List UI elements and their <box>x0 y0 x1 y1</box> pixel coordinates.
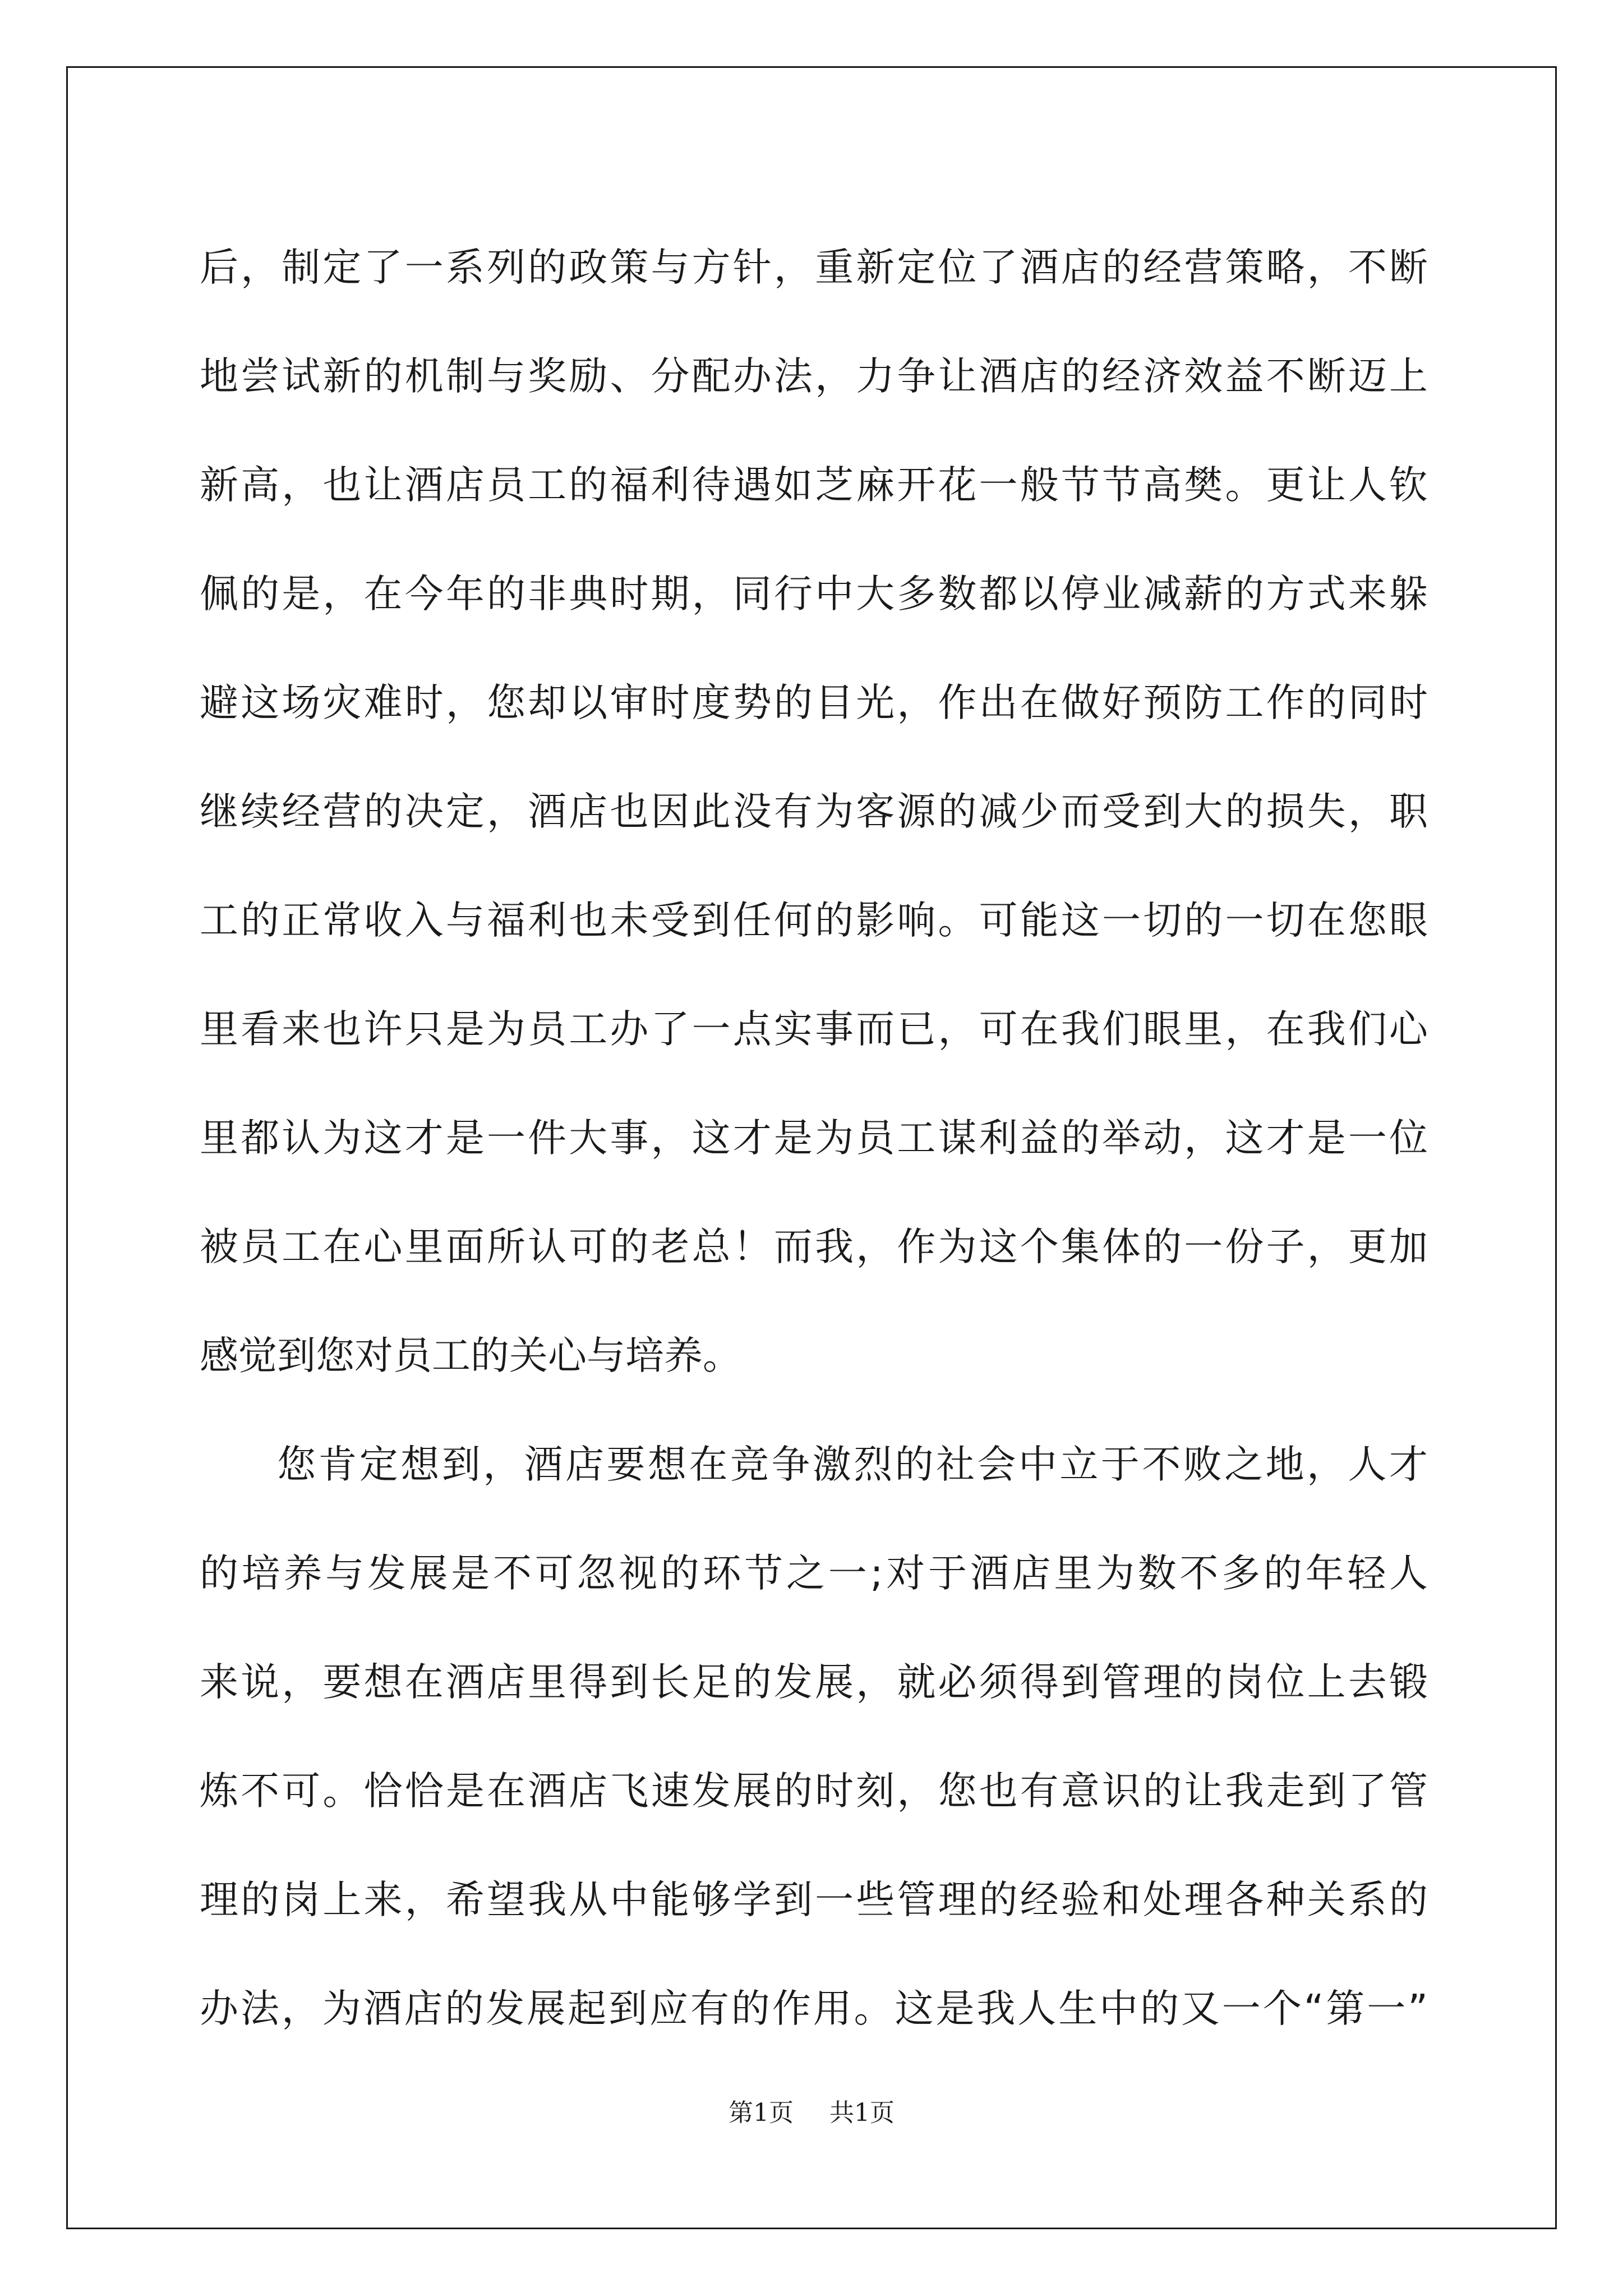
text-line: 您肯定想到，酒店要想在竞争激烈的社会中立于不败之地，人才 <box>277 1442 1428 1487</box>
text-line: 新高，也让酒店员工的福利待遇如芝麻开花一般节节高樊。更让人钦 <box>200 463 1428 508</box>
text-line: 来说，要想在酒店里得到长足的发展，就必须得到管理的岗位上去锻 <box>200 1660 1428 1705</box>
page-total: 共1页 <box>829 2099 895 2127</box>
document-body <box>200 213 1428 2063</box>
paragraph-2 <box>200 1410 1428 2063</box>
text-line: 工的正常收入与福利也未受到任何的影响。可能这一切的一切在您眼 <box>200 898 1428 943</box>
text-line: 里看来也许只是为员工办了一点实事而已，可在我们眼里，在我们心 <box>200 1007 1428 1052</box>
text-line: 后，制定了一系列的政策与方针，重新定位了酒店的经营策略，不断 <box>200 245 1428 290</box>
text-line: 地尝试新的机制与奖励、分配办法，力争让酒店的经济效益不断迈上 <box>200 354 1428 399</box>
text-line: 的培养与发展是不可忽视的环节之一;对于酒店里为数不多的年轻人 <box>200 1551 1428 1596</box>
text-line: 理的岗上来，希望我从中能够学到一些管理的经验和处理各种关系的 <box>200 1878 1428 1922</box>
text-line: 感觉到您对员工的关心与培养。 <box>200 1333 741 1378</box>
page-number: 第1页 <box>728 2099 794 2127</box>
text-line: 佩的是，在今年的非典时期，同行中大多数都以停业减薪的方式来躲 <box>200 572 1428 616</box>
text-line: 被员工在心里面所认可的老总！而我，作为这个集体的一份子，更加 <box>200 1225 1428 1269</box>
text-line: 里都认为这才是一件大事，这才是为员工谋利益的举动，这才是一位 <box>200 1116 1428 1161</box>
text-line: 办法，为酒店的发展起到应有的作用。这是我人生中的又一个“第一” <box>200 1986 1428 2031</box>
text-line: 炼不可。恰恰是在酒店飞速发展的时刻，您也有意识的让我走到了管 <box>200 1769 1428 1814</box>
paragraph-1 <box>200 213 1428 1410</box>
page-footer <box>0 2092 1623 2128</box>
text-line: 避这场灾难时，您却以审时度势的目光，作出在做好预防工作的同时 <box>200 680 1428 725</box>
text-line: 继续经营的决定，酒店也因此没有为客源的减少而受到大的损失，职 <box>200 789 1428 834</box>
